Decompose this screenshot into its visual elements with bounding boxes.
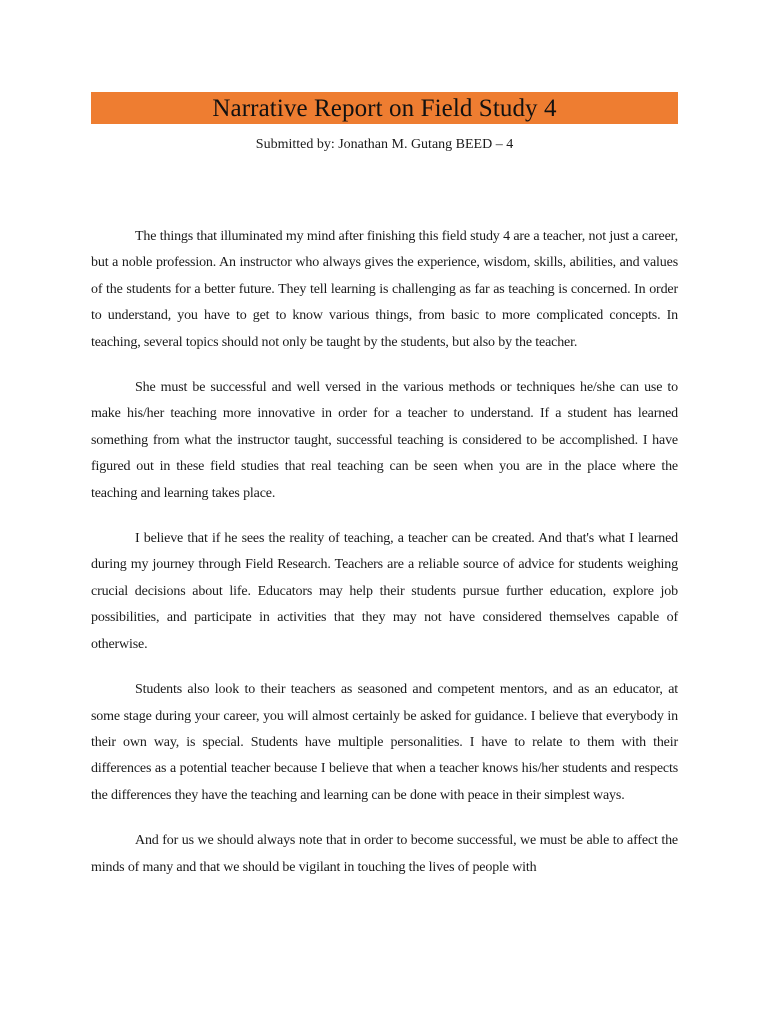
paragraph-5: And for us we should always note that in order to become successful, we must be able to affect the minds of many and that we should be vigilant in touching the lives of people with	[91, 833, 678, 875]
paragraph-1: The things that illuminated my mind after finishing this field study 4 are a teacher, not just a career, but a noble profession. An instructor who always gives the experience, wisdom, skills, abilities, and values of the students for a better future. They tell learning is challenging as far as teaching is concerned. In order to understand, you have to get to know various things, from basic to more complicated concepts. In teaching, several topics should not only be taught by the students, but also by the teacher.	[91, 229, 678, 350]
paragraph-4: Students also look to their teachers as seasoned and competent mentors, and as an educator, at some stage during your career, you will almost certainly be asked for guidance. I believe that everybody in their own way, is special. Students have multiple personalities. I have to relate to them with their differences as a potential teacher because I believe that when a teacher knows his/her students and respects the differences they have the teaching and learning can be done with peace in their simplest ways.	[91, 682, 678, 803]
submitted-by-line: Submitted by: Jonathan M. Gutang BEED – 4	[255, 137, 514, 152]
report-body	[91, 224, 678, 900]
paragraph-2: She must be successful and well versed in the various methods or techniques he/she can use to make his/her teaching more innovative in order for a teacher to understand. If a student has learned something from what the instructor taught, successful teaching is considered to be accomplished. I have figured out in these field studies that real teaching can be seen when you are in the place where the teaching and learning takes place.	[91, 380, 678, 501]
paragraph-3: I believe that if he sees the reality of teaching, a teacher can be created. And that's what I learned during my journey through Field Research. Teachers are a reliable source of advice for students weighing crucial decisions about life. Educators may help their students pursue further education, explore job possibilities, and participate in activities that they may not have considered themselves capable of otherwise.	[91, 531, 678, 652]
title-banner	[91, 92, 678, 124]
document-title: Narrative Report on Field Study 4	[212, 94, 557, 122]
